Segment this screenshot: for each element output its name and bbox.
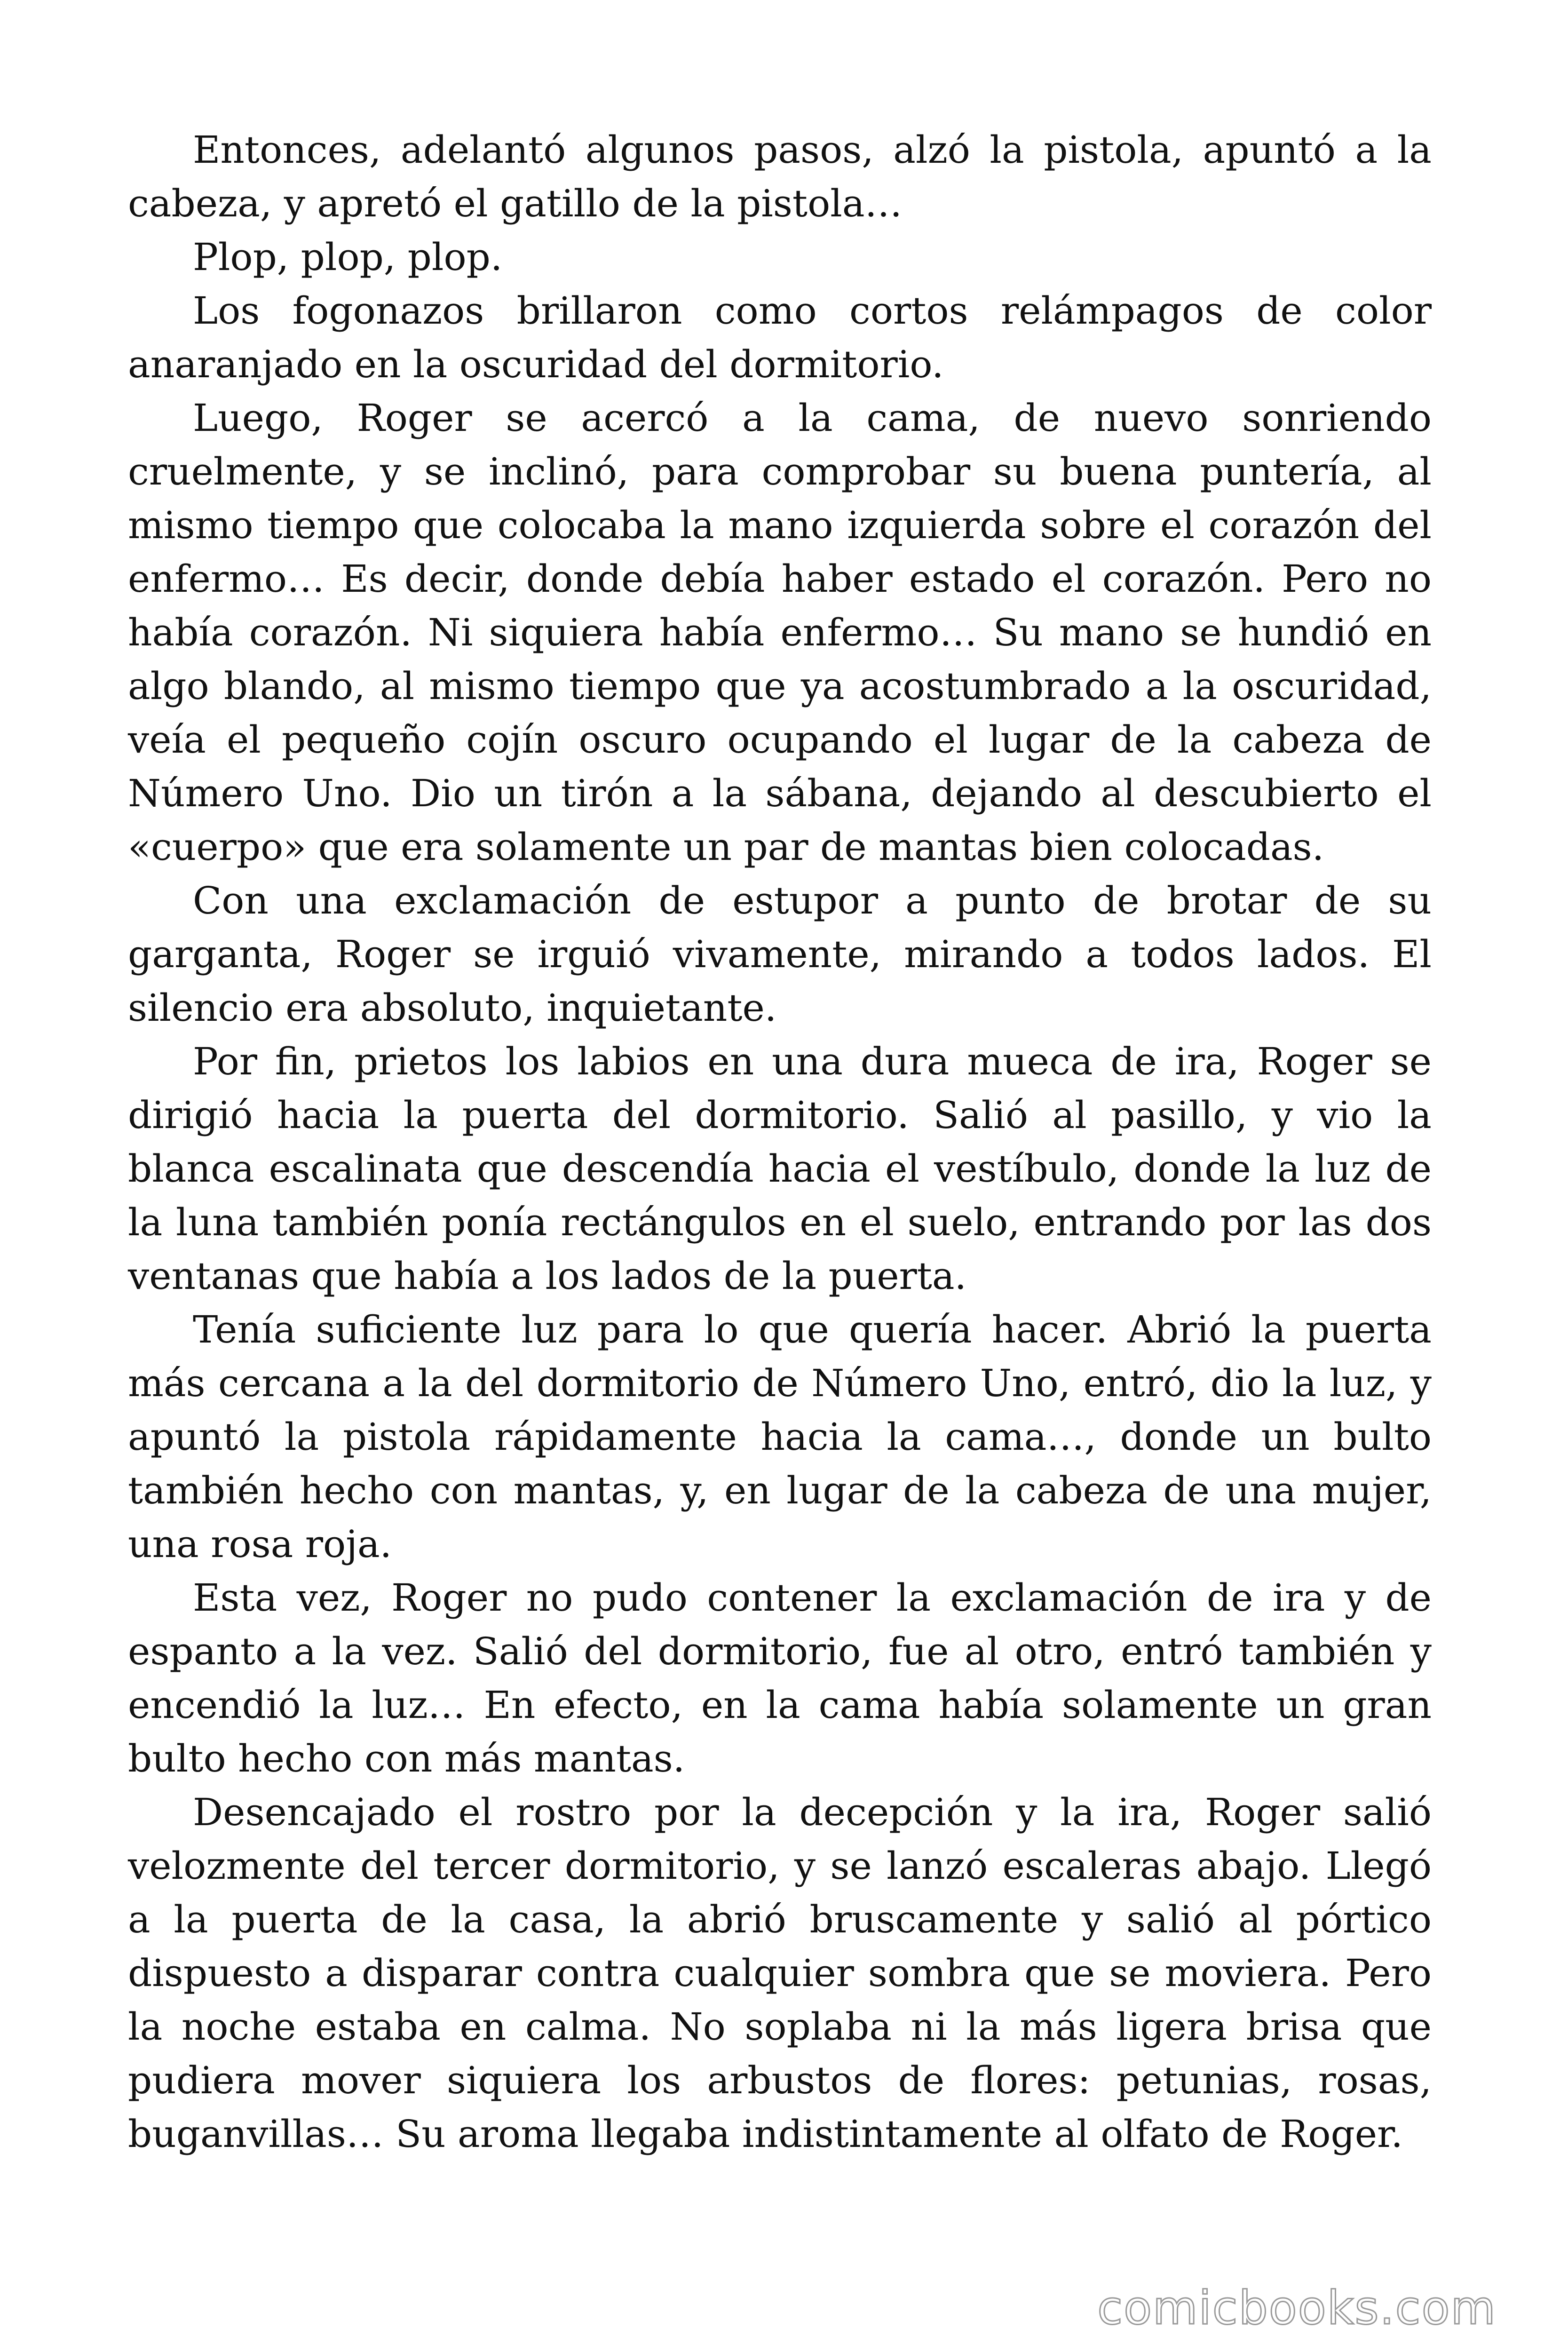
paragraph: Luego, Roger se acercó a la cama, de nuevo sonriendo cruelmente, y se inclinó, para comprobar su buena puntería, al mismo tiempo que colocaba la mano izquierda sobre el corazón del enfermo… Es decir, donde debía haber estado el corazón. Pero no había corazón. Ni siquiera había enfermo… Su mano se hundió en algo blando, al mismo tiempo que ya acostumbrado a la oscuridad, veía el pequeño cojín oscuro ocupando el lugar de la cabeza de Número Uno. Dio un tirón a la sábana, dejando al descubierto el «cuerpo» que era solamente un par de mantas bien colocadas. xyxy=(128,396,1432,869)
body-text xyxy=(128,123,1432,2161)
paragraph: Desencajado el rostro por la decepción y la ira, Roger salió velozmente del tercer dormitorio, y se lanzó escaleras abajo. Llegó a la puerta de la casa, la abrió bruscamente y salió al pórtico dispuesto a disparar contra cualquier sombra que se moviera. Pero la noche estaba en calma. No soplaba ni la más ligera brisa que pudiera mover siquiera los arbustos de flores: petunias, rosas, buganvillas… Su aroma llegaba indistintamente al olfato de Roger. xyxy=(128,1790,1432,2156)
paragraph: Los fogonazos brillaron como cortos relámpagos de color anaranjado en la oscuridad del dormitorio. xyxy=(128,289,1432,386)
site-watermark: comicbooks.com xyxy=(1097,2281,1497,2335)
paragraph: Con una exclamación de estupor a punto de brotar de su garganta, Roger se irguió vivamente, mirando a todos lados. El silencio era absoluto, inquietante. xyxy=(128,879,1432,1030)
paragraph: Entonces, adelantó algunos pasos, alzó la pistola, apuntó a la cabeza, y apretó el gatillo de la pistola… xyxy=(128,128,1432,225)
paragraph: Esta vez, Roger no pudo contener la exclamación de ira y de espanto a la vez. Salió del dormitorio, fue al otro, entró también y encendió la luz… En efecto, en la cama había solamente un gran bulto hecho con más mantas. xyxy=(128,1576,1432,1780)
paragraph: Tenía suficiente luz para lo que quería hacer. Abrió la puerta más cercana a la del dormitorio de Número Uno, entró, dio la luz, y apuntó la pistola rápidamente hacia la cama…, donde un bulto también hecho con mantas, y, en lugar de la cabeza de una mujer, una rosa roja. xyxy=(128,1308,1432,1566)
paragraph: Plop, plop, plop. xyxy=(193,235,503,279)
paragraph: Por fin, prietos los labios en una dura mueca de ira, Roger se dirigió hacia la puerta del dormitorio. Salió al pasillo, y vio la blanca escalinata que descendía hacia el vestíbulo, donde la luz de la luna también ponía rectángulos en el suelo, entrando por las dos ventanas que había a los lados de la puerta. xyxy=(128,1040,1432,1298)
